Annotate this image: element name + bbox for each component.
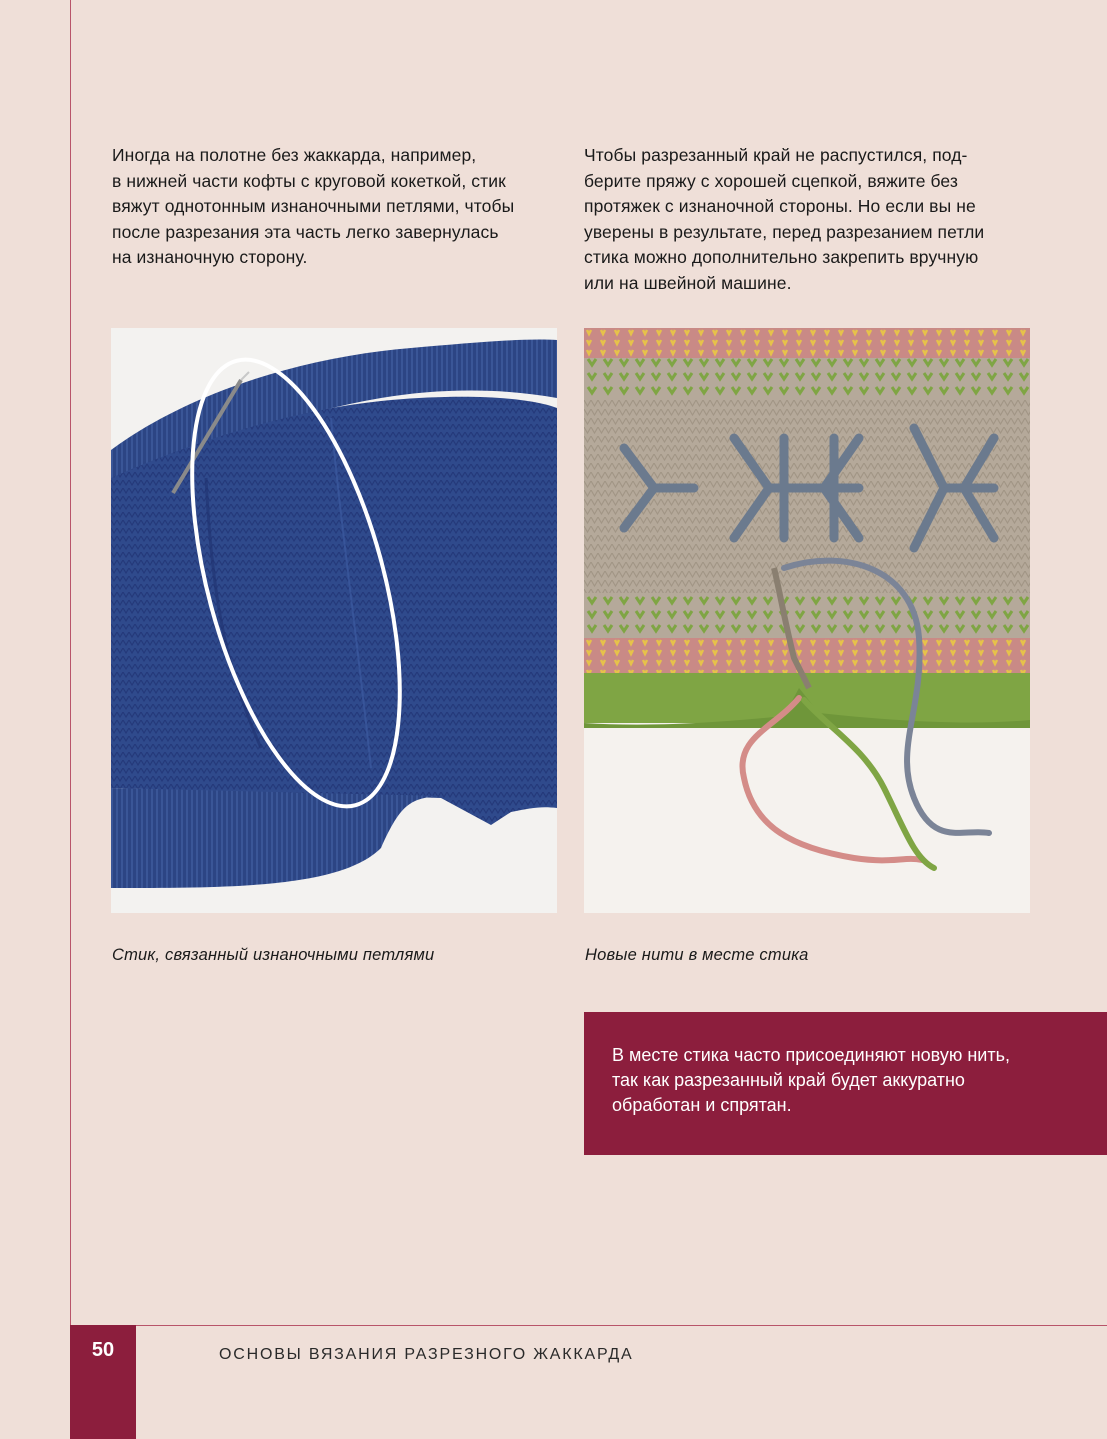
callout-text: В месте стика часто присоединяют новую нить, так как разрезанный край будет аккуратно обработан и спрятан.: [612, 1045, 1010, 1115]
page-margin-rule: [70, 0, 71, 1325]
photo-purl-steek: [111, 328, 557, 913]
page-number: 50: [91, 1339, 115, 1361]
callout-box: [584, 1012, 1107, 1155]
photo-fairisle-new-yarn: [584, 328, 1030, 913]
footer-rule: [70, 1325, 1107, 1326]
fairisle-knit-illustration: [584, 328, 1030, 913]
running-title: ОСНОВЫ ВЯЗАНИЯ РАЗРЕЗНОГО ЖАККАРДА: [219, 1346, 634, 1363]
caption-right: Новые нити в месте стика: [585, 946, 809, 964]
caption-left: Стик, связанный изнаночными петлями: [112, 946, 435, 964]
body-text-right: Чтобы разрезанный край не распустился, под- берите пряжу с хорошей сцепкой, вяжите без протяжек с изнаночной стороны. Но если вы не уверены в результате, перед разрезанием петли стика можно дополнительно закрепить вручную или на швейной машине.: [584, 145, 985, 293]
navy-sweater-illustration: [111, 328, 557, 913]
page-number-tab: [70, 1325, 136, 1439]
body-text-left: Иногда на полотне без жаккарда, например, в нижней части кофты с круговой кокеткой, стик вяжут однотонным изнаночными петлями, чтобы после разрезания эта часть легко завернулась на изнаночную сторону.: [112, 145, 515, 267]
